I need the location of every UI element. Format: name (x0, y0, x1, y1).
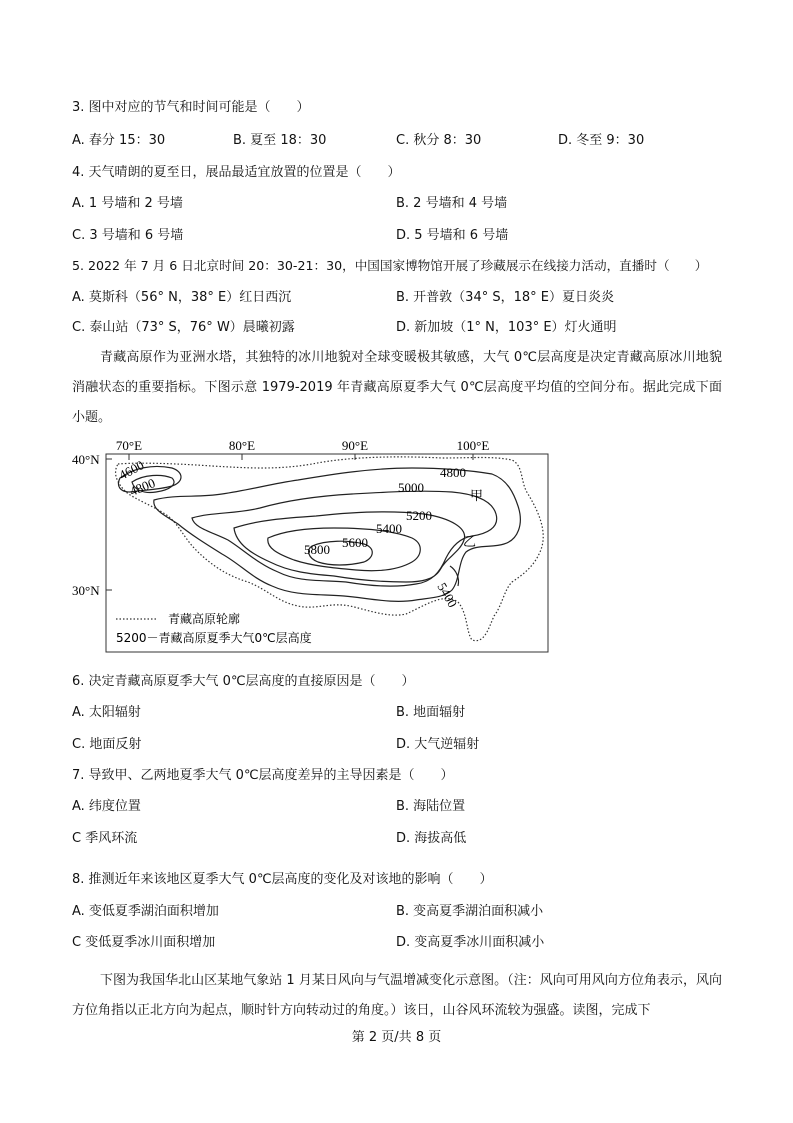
q3-option-d: D. 冬至 9：30 (558, 133, 645, 148)
q5-option-b: B. 开普敦（34° S，18° E）夏日炎炎 (396, 290, 614, 305)
q8-option-b: B. 变高夏季湖泊面积减小 (396, 904, 544, 919)
q4-option-d: D. 5 号墙和 6 号墙 (396, 228, 509, 243)
legend-contour-label: 5200－青藏高原夏季大气0℃层高度 (116, 631, 312, 645)
q6-option-d: D. 大气逆辐射 (396, 737, 480, 752)
contour-label: 4600 (116, 457, 147, 483)
place-label-jia: 甲 (470, 489, 484, 504)
q5-option-c: C. 泰山站（73° S，76° W）晨曦初露 (72, 320, 295, 335)
intro-paragraph: 青藏高原作为亚洲水塔，其独特的冰川地貌对全球变暖极其敏感，大气 0℃层高度是决定青藏高原冰川地貌消融状态的重要指标。下图示意 1979-2019 年青藏高原夏季大气 0℃层高度平均值的空间分布。据此完成下面小题。 (72, 350, 722, 425)
q7-option-a: A. 纬度位置 (72, 799, 141, 814)
contour-label: 5800 (304, 542, 330, 557)
q5-option-d: D. 新加坡（1° N，103° E）灯火通明 (396, 320, 617, 335)
page-number: 第 2 页/共 8 页 (351, 1030, 442, 1045)
lon-label-80: 80°E (228, 438, 256, 453)
q8-option-a: A. 变低夏季湖泊面积增加 (72, 904, 219, 919)
contour-map (72, 434, 552, 656)
q3-option-c: C. 秋分 8：30 (396, 133, 482, 148)
q5-option-a: A. 莫斯科（56° N，38° E）红日西沉 (72, 290, 292, 305)
lat-label-40: 40°N (72, 452, 100, 467)
legend-outline-label: 青藏高原轮廓 (168, 612, 241, 626)
q7-option-d: D. 海拔高低 (396, 831, 467, 846)
lat-label-30: 30°N (72, 583, 100, 598)
q8-option-c: C 变低夏季冰川面积增加 (72, 935, 216, 950)
q6-option-c: C. 地面反射 (72, 737, 142, 752)
q4-option-b: B. 2 号墙和 4 号墙 (396, 196, 508, 211)
q8-stem: 8. 推测近年来该地区夏季大气 0℃层高度的变化及对该地的影响（ ） (72, 872, 493, 887)
q4-option-c: C. 3 号墙和 6 号墙 (72, 228, 184, 243)
contour-label: 5600 (342, 535, 368, 550)
q4-option-a: A. 1 号墙和 2 号墙 (72, 196, 183, 211)
lon-label-100: 100°E (456, 438, 490, 453)
contour-label: 5400 (376, 521, 402, 536)
q7-stem: 7. 导致甲、乙两地夏季大气 0℃层高度差异的主导因素是（ ） (72, 768, 454, 783)
contour-label: 5000 (398, 480, 424, 495)
lon-label-90: 90°E (341, 438, 369, 453)
q3-option-a: A. 春分 15：30 (72, 133, 166, 148)
q3-option-b: B. 夏至 18：30 (233, 133, 327, 148)
q3-stem: 3. 图中对应的节气和时间可能是（ ） (72, 100, 310, 115)
q7-option-b: B. 海陆位置 (396, 799, 466, 814)
contour-label: 5400 (434, 580, 461, 611)
contour-label: 4800 (127, 475, 158, 499)
q4-stem: 4. 天气晴朗的夏至日，展品最适宜放置的位置是（ ） (72, 165, 401, 180)
place-label-yi: 乙 (463, 535, 477, 550)
intro-paragraph-2: 下图为我国华北山区某地气象站 1 月某日风向与气温增减变化示意图。（注：风向可用风向方位角表示，风向方位角指以正北方向为起点，顺时针方向转动过的角度。）该日，山谷风环流较为强盛。读图，完成下 (72, 973, 722, 1018)
q6-option-a: A. 太阳辐射 (72, 705, 141, 720)
q5-stem: 5. 2022 年 7 月 6 日北京时间 20：30-21：30，中国国家博物馆开展了珍藏展示在线接力活动，直播时（ ） (72, 258, 708, 273)
q6-stem: 6. 决定青藏高原夏季大气 0℃层高度的直接原因是（ ） (72, 674, 415, 689)
contour-label: 4800 (440, 465, 466, 480)
contour-label: 5200 (406, 508, 432, 523)
q6-option-b: B. 地面辐射 (396, 705, 466, 720)
q7-option-c: C 季风环流 (72, 831, 138, 846)
q8-option-d: D. 变高夏季冰川面积减小 (396, 935, 545, 950)
lon-label-70: 70°E (115, 438, 143, 453)
